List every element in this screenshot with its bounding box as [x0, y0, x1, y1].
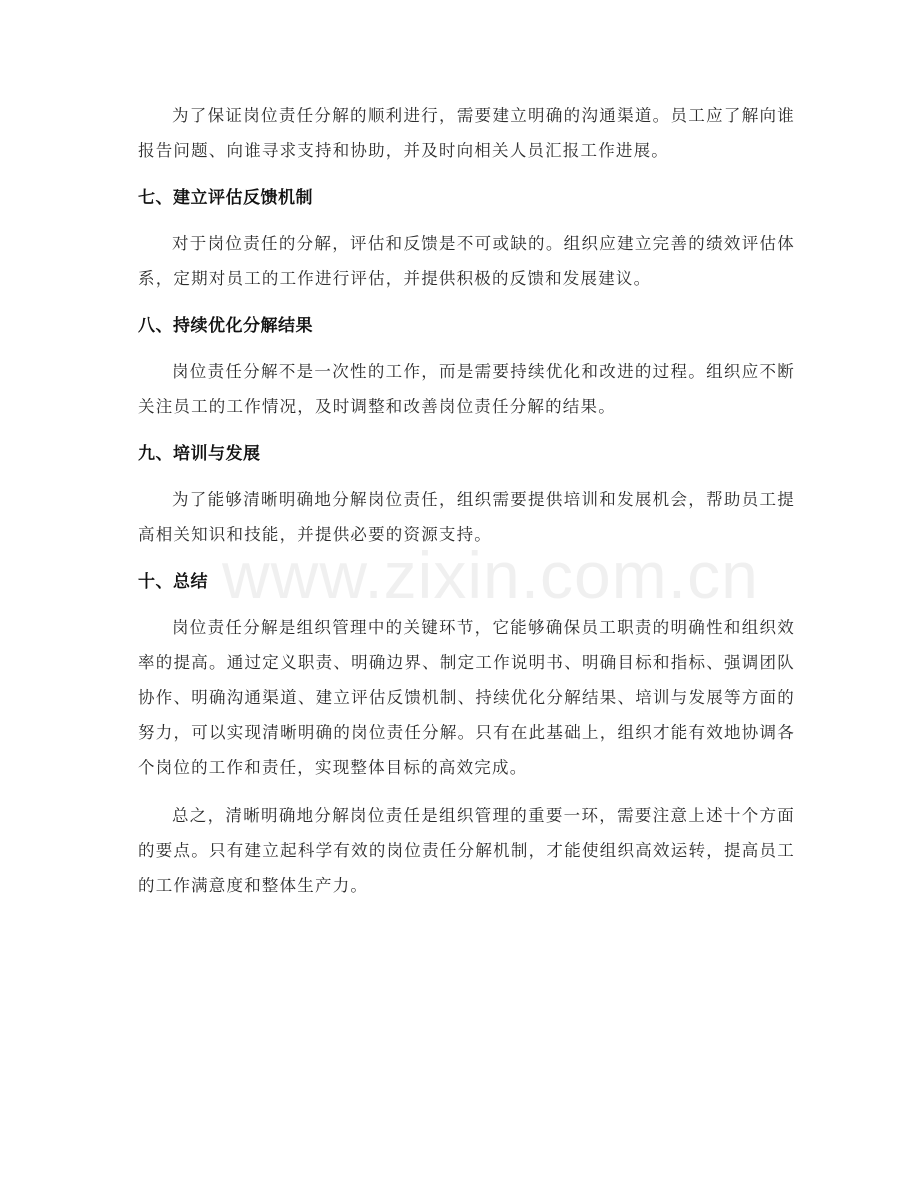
paragraph-training-development: 为了能够清晰明确地分解岗位责任，组织需要提供培训和发展机会，帮助员工提高相关知识和技能，并提供必要的资源支持。: [138, 490, 795, 544]
paragraph-conclusion: 总之，清晰明确地分解岗位责任是组织管理的重要一环，需要注意上述十个方面的要点。只有建立起科学有效的岗位责任分解机制，才能使组织高效运转，提高员工的工作满意度和整体生产力。: [138, 806, 795, 895]
paragraph-continuous-optimization: 岗位责任分解不是一次性的工作，而是需要持续优化和改进的过程。组织应不断关注员工的工作情况，及时调整和改善岗位责任分解的结果。: [138, 362, 795, 416]
paragraph-summary: 岗位责任分解是组织管理中的关键环节，它能够确保员工职责的明确性和组织效率的提高。通过定义职责、明确边界、制定工作说明书、明确目标和指标、强调团队协作、明确沟通渠道、建立评估反馈机制、持续优化分解结果、培训与发展等方面的努力，可以实现清晰明确的岗位责任分解。只有在此基础上，组织才能有效地协调各个岗位的工作和责任，实现整体目标的高效完成。: [138, 618, 795, 777]
watermark: www.zixin.com.cn: [222, 538, 759, 612]
paragraph-communication-channels: 为了保证岗位责任分解的顺利进行，需要建立明确的沟通渠道。员工应了解向谁报告问题、向谁寻求支持和协助，并及时向相关人员汇报工作进展。: [138, 106, 795, 160]
paragraph-evaluation-feedback: 对于岗位责任的分解，评估和反馈是不可或缺的。组织应建立完善的绩效评估体系，定期对员工的工作进行评估，并提供积极的反馈和发展建议。: [138, 234, 795, 288]
section-heading-9: 九、培训与发展: [138, 444, 261, 464]
document-body: [138, 98, 795, 903]
section-heading-7: 七、建立评估反馈机制: [138, 188, 313, 208]
section-heading-10: 十、总结: [138, 572, 208, 592]
section-heading-8: 八、持续优化分解结果: [138, 316, 313, 336]
